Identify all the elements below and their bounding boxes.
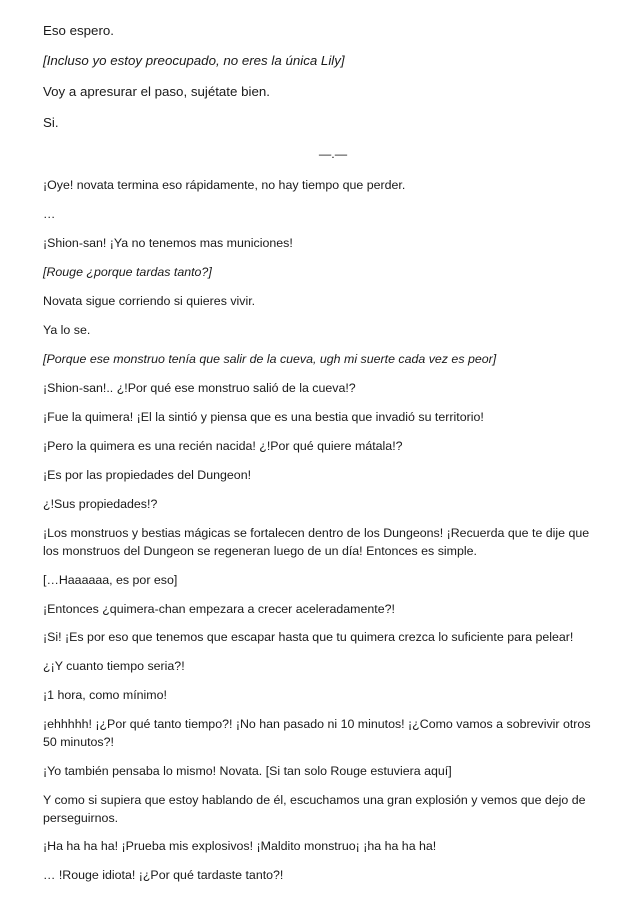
scene-break: —.— [318,147,348,161]
paragraph-8: ¡Shion-san! ¡Ya no tenemos mas municiones! [43,236,293,250]
paragraph-28: … !Rouge idiota! ¡¿Por qué tardaste tanto?! [43,868,284,882]
paragraph-19: […Haaaaaa, es por eso] [43,573,178,587]
paragraph-9: [Rouge ¿porque tardas tanto?] [43,265,212,279]
paragraph-3: Voy a apresurar el paso, sujétate bien. [43,84,270,99]
paragraph-1: Eso espero. [43,23,114,38]
paragraph-22: ¿¡Y cuanto tiempo seria?! [43,659,185,673]
paragraph-2: [Incluso yo estoy preocupado, no eres la única Lily] [43,53,345,68]
paragraph-27: ¡Ha ha ha ha! ¡Prueba mis explosivos! ¡Maldito monstruo¡ ¡ha ha ha ha! [43,839,437,853]
paragraph-24: ¡ehhhhh! ¡¿Por qué tanto tiempo?! ¡No han pasado ni 10 minutos! ¡¿Como vamos a sobrevivir otros 50 minutos?! [43,717,591,749]
paragraph-7: … [43,207,56,221]
paragraph-21: ¡Si! ¡Es por eso que tenemos que escapar hasta que tu quimera crezca lo suficiente para pelear! [43,630,574,644]
paragraph-4: Si. [43,115,59,130]
paragraph-15: ¡Pero la quimera es una recién nacida! ¿!Por qué quiere mátala!? [43,439,403,453]
paragraph-10: Novata sigue corriendo si quieres vivir. [43,294,256,308]
paragraph-14: ¡Fue la quimera! ¡El la sintió y piensa que es una bestia que invadió su territorio! [43,410,484,424]
paragraph-13: ¡Shion-san!.. ¿!Por qué ese monstruo salió de la cueva!? [43,381,356,395]
paragraph-11: Ya lo se. [43,323,91,337]
paragraph-26: Y como si supiera que estoy hablando de él, escuchamos una gran explosión y vemos que dejo de perseguirnos. [43,793,586,825]
paragraph-20: ¡Entonces ¿quimera-chan empezara a crecer aceleradamente?! [43,602,395,616]
paragraph-16: ¡Es por las propiedades del Dungeon! [43,468,252,482]
paragraph-17: ¿!Sus propiedades!? [43,497,158,511]
paragraph-12: [Porque ese monstruo tenía que salir de la cueva, ugh mi suerte cada vez es peor] [43,352,497,366]
paragraph-18: ¡Los monstruos y bestias mágicas se fortalecen dentro de los Dungeons! ¡Recuerda que te dije que los monstruos del Dungeon se regeneran luego de un día! Entonces es simple. [43,526,590,558]
paragraph-6: ¡Oye! novata termina eso rápidamente, no hay tiempo que perder. [43,178,406,192]
paragraph-25: ¡Yo también pensaba lo mismo! Novata. [Si tan solo Rouge estuviera aquí] [43,764,452,778]
paragraph-23: ¡1 hora, como mínimo! [43,688,167,702]
